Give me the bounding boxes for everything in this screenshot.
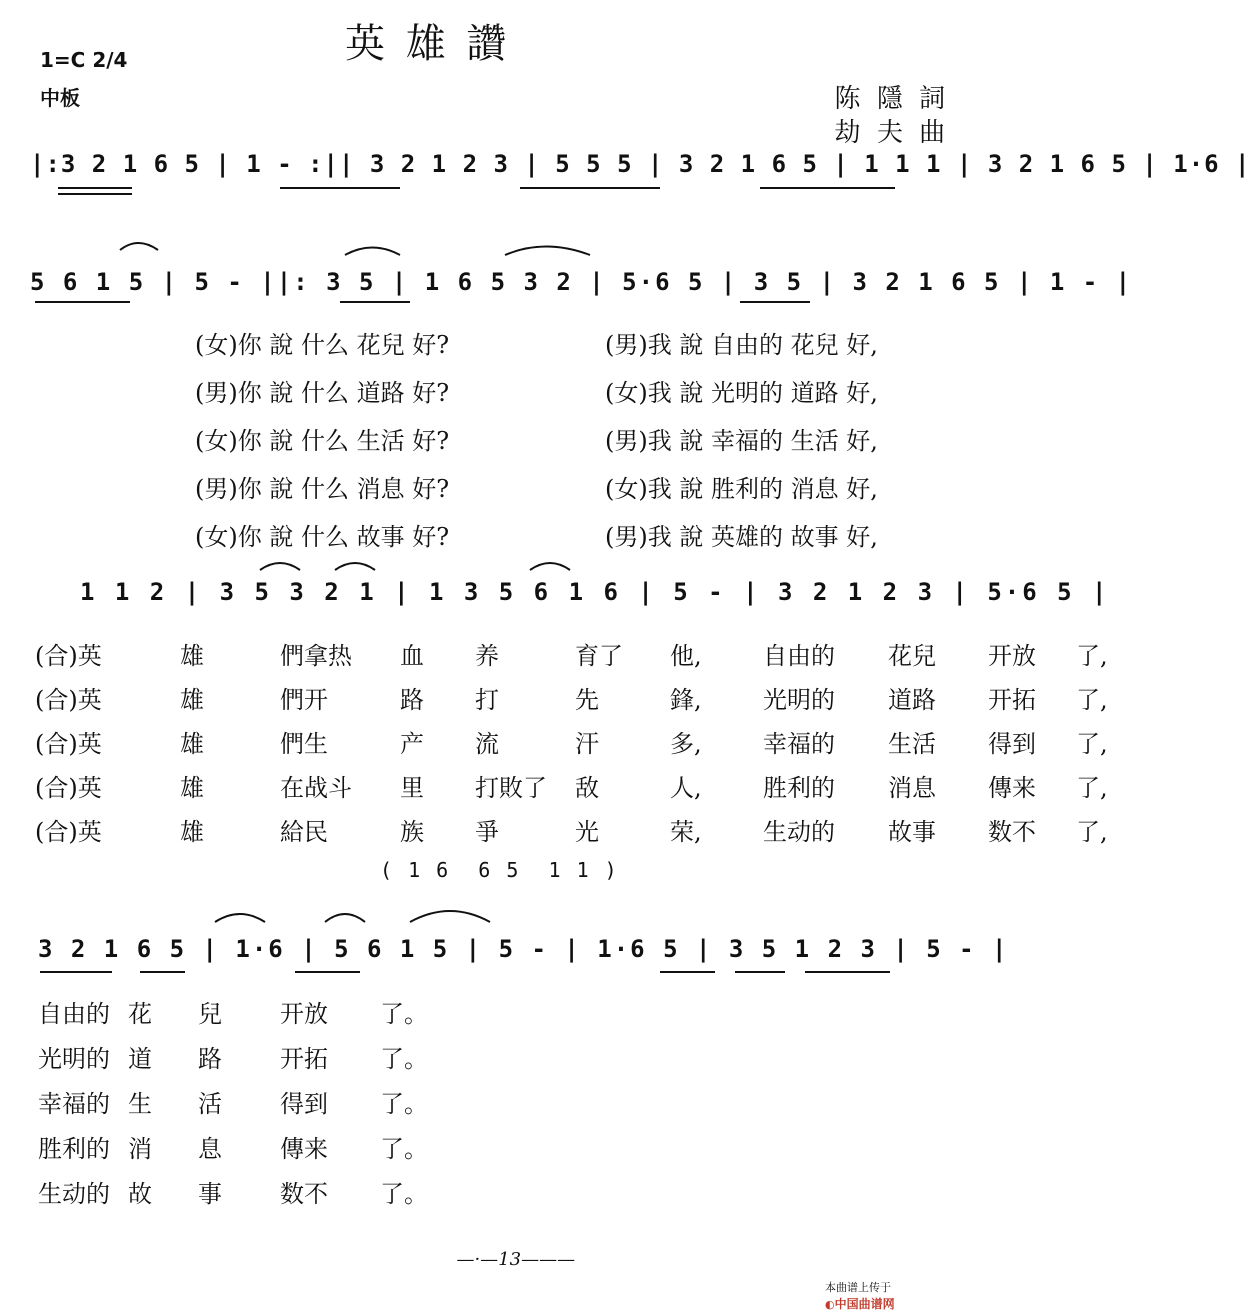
verse-line: (男)我 說 自由的 花兒 好, [605, 331, 878, 359]
score-line-2: 5 6 1 5 | 5 - ||: 3 5 | 1 6 5 3 2 | 5·6 5 | 3 5 | 3 2 1 6 5 | 1 - | [30, 268, 1133, 296]
chorus-word: 傳来 [988, 774, 1036, 802]
ending-word: 生动的 [38, 1180, 110, 1208]
tie-mark [345, 248, 400, 256]
chorus-word: (合)英 [35, 818, 102, 846]
ending-word: 自由的 [38, 1000, 110, 1028]
chorus-word: 雄 [180, 730, 204, 758]
score-line-4: ( 1 6 6 5 1 1 ) [380, 858, 619, 882]
chorus-word: 雄 [180, 774, 204, 802]
chorus-word: 自由的 [763, 642, 835, 670]
tie-mark [325, 914, 365, 922]
verse-line: (男)你 說 什么 道路 好? [195, 379, 450, 407]
chorus-word: 生活 [888, 730, 936, 758]
tie-mark [410, 911, 490, 922]
key-signature: 1=C 2/4 [40, 48, 128, 72]
chorus-word: 了, [1076, 642, 1108, 670]
ending-word: 了。 [380, 1000, 428, 1028]
chorus-word: 荣, [670, 818, 702, 846]
chorus-word: 們开 [280, 686, 328, 714]
tie-mark [215, 914, 265, 922]
chorus-word: 鋒, [670, 686, 702, 714]
page-number: —·—13——— [456, 1249, 576, 1270]
ending-word: 傳来 [280, 1135, 328, 1163]
site-logo-icon: ◐ [825, 1298, 835, 1311]
chorus-word: 道路 [888, 686, 936, 714]
credit-prefix: 本曲谱上传于 [825, 1281, 891, 1294]
chorus-word: 里 [400, 774, 424, 802]
chorus-word: 数不 [988, 818, 1036, 846]
ending-word: 数不 [280, 1180, 328, 1208]
ending-word: 路 [198, 1045, 222, 1073]
verse-line: (女)你 說 什么 生活 好? [195, 427, 450, 455]
chorus-word: 在战斗 [280, 774, 352, 802]
tie-mark [530, 563, 570, 570]
ending-word: 兒 [198, 1000, 222, 1028]
chorus-word: 路 [400, 686, 424, 714]
chorus-word: 人, [670, 774, 702, 802]
chorus-word: 故事 [888, 818, 936, 846]
ending-word: 生 [128, 1090, 152, 1118]
lyricist-role: 詞 [919, 84, 946, 114]
chorus-word: 給民 [280, 818, 328, 846]
site-credit [818, 1266, 895, 1312]
page-number-text: 13 [498, 1249, 522, 1270]
chorus-word: 养 [475, 642, 499, 670]
chorus-word: 多, [670, 730, 702, 758]
chorus-word: 得到 [988, 730, 1036, 758]
ending-word: 得到 [280, 1090, 328, 1118]
score-line-1: |:3 2 1 6 5 | 1 - :|| 3 2 1 2 3 | 5 5 5 | 3 2 1 6 5 | 1 1 1 | 3 2 1 6 5 | 1·6 | [30, 150, 1251, 178]
chorus-word: (合)英 [35, 642, 102, 670]
chorus-word: 光明的 [763, 686, 835, 714]
ending-word: 胜利的 [38, 1135, 110, 1163]
chorus-word: 打 [475, 686, 499, 714]
ending-word: 开拓 [280, 1045, 328, 1073]
chorus-word: 光 [575, 818, 599, 846]
verse-line: (女)你 說 什么 故事 好? [195, 523, 450, 551]
ending-word: 开放 [280, 1000, 328, 1028]
credit-site: 中国曲谱网 [834, 1297, 895, 1311]
chorus-word: 他, [670, 642, 702, 670]
chorus-word: 胜利的 [763, 774, 835, 802]
ending-word: 了。 [380, 1180, 428, 1208]
ending-word: 故 [128, 1180, 152, 1208]
tie-mark [260, 563, 300, 570]
composer-role: 曲 [919, 118, 946, 148]
ending-word: 道 [128, 1045, 152, 1073]
chorus-word: 流 [475, 730, 499, 758]
chorus-word: 生动的 [763, 818, 835, 846]
chorus-word: 了, [1076, 774, 1108, 802]
chorus-word: (合)英 [35, 774, 102, 802]
chorus-word: 汗 [575, 730, 599, 758]
score-line-5: 3 2 1 6 5 | 1·6 | 5 6 1 5 | 5 - | 1·6 5 | 3 5 1 2 3 | 5 - | [38, 935, 1009, 963]
chorus-word: 們生 [280, 730, 328, 758]
verse-line: (男)我 說 幸福的 生活 好, [605, 427, 878, 455]
chorus-word: 族 [400, 818, 424, 846]
chorus-word: (合)英 [35, 730, 102, 758]
composer-name: 劫 夫 [834, 118, 904, 148]
verse-line: (女)你 說 什么 花兒 好? [195, 331, 450, 359]
verse-line: (男)我 說 英雄的 故事 好, [605, 523, 878, 551]
verse-line: (女)我 說 光明的 道路 好, [605, 379, 878, 407]
chorus-word: (合)英 [35, 686, 102, 714]
ending-word: 活 [198, 1090, 222, 1118]
score-line-3: 1 1 2 | 3 5 3 2 1 | 1 3 5 6 1 6 | 5 - | 3 2 1 2 3 | 5·6 5 | [80, 578, 1110, 606]
ending-word: 了。 [380, 1135, 428, 1163]
chorus-word: 雄 [180, 818, 204, 846]
tie-mark [335, 563, 375, 570]
tie-mark [120, 243, 158, 250]
ending-word: 息 [198, 1135, 222, 1163]
verse-line: (女)我 說 胜利的 消息 好, [605, 475, 878, 503]
chorus-word: 消息 [888, 774, 936, 802]
ending-word: 光明的 [38, 1045, 110, 1073]
chorus-word: 开拓 [988, 686, 1036, 714]
chorus-word: 血 [400, 642, 424, 670]
chorus-word: 雄 [180, 686, 204, 714]
ending-word: 幸福的 [38, 1090, 110, 1118]
chorus-word: 了, [1076, 686, 1108, 714]
ending-word: 了。 [380, 1045, 428, 1073]
tie-mark [505, 247, 590, 256]
chorus-word: 們拿热 [280, 642, 352, 670]
chorus-word: 幸福的 [763, 730, 835, 758]
chorus-word: 打敗了 [475, 774, 547, 802]
ending-word: 花 [128, 1000, 152, 1028]
chorus-word: 敌 [575, 774, 599, 802]
chorus-word: 了, [1076, 818, 1108, 846]
chorus-word: 先 [575, 686, 599, 714]
chorus-word: 开放 [988, 642, 1036, 670]
ending-word: 事 [198, 1180, 222, 1208]
verse-line: (男)你 說 什么 消息 好? [195, 475, 450, 503]
chorus-word: 产 [400, 730, 424, 758]
chorus-word: 育了 [575, 642, 623, 670]
lyricist-name: 陈 隱 [834, 84, 904, 114]
tempo-marking: 中板 [40, 86, 80, 110]
song-title: 英 雄 讚 [345, 21, 511, 67]
chorus-word: 爭 [475, 818, 499, 846]
ending-word: 了。 [380, 1090, 428, 1118]
ending-word: 消 [128, 1135, 152, 1163]
chorus-word: 雄 [180, 642, 204, 670]
chorus-word: 花兒 [888, 642, 936, 670]
chorus-word: 了, [1076, 730, 1108, 758]
